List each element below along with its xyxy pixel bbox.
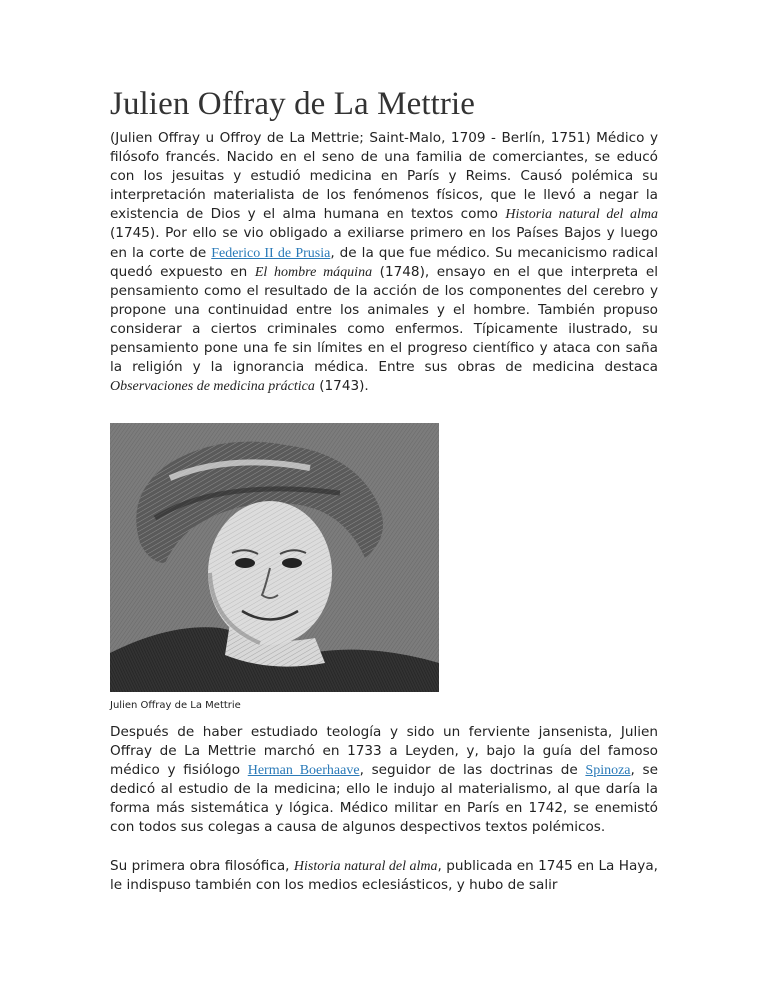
- page-title: Julien Offray de La Mettrie: [110, 86, 475, 122]
- work-title-hombre-maquina: El hombre máquina: [254, 264, 373, 280]
- para3-text-2: , publicada en 1745 en La Haya, le indispuso también con los medios eclesiásticos, y hubo de salir: [110, 858, 658, 894]
- intro-text-5: (1743).: [314, 378, 369, 395]
- para2-text-1: Después de haber estudiado teología y sido un ferviente jansenista, Julien Offray de La Mettrie marchó en 1733 a Leyden, y, bajo la guía del famoso médico y fisiólogo: [110, 724, 658, 779]
- para2-text-3: , se dedicó al estudio de la medicina; ello le indujo al materialismo, al que daría la forma más sistemática y lógica. Médico militar en París en 1742, se enemistó con todos sus colegas a causa de algunos despectivos textos polémicos.: [110, 762, 658, 836]
- para2-text-2: , seguidor de las doctrinas de: [359, 762, 586, 779]
- work-title-historia-natural-2: Historia natural del alma: [293, 859, 438, 874]
- work-title-historia-natural: Historia natural del alma: [505, 207, 658, 223]
- link-spinoza[interactable]: Spinoza: [585, 763, 631, 779]
- intro-text-3: , de la que fue médico. Su mecanicismo radical quedó expuesto en: [110, 244, 658, 280]
- portrait-engraving: [110, 423, 439, 692]
- body-paragraph-3: [110, 857, 658, 895]
- intro-text-1: (Julien Offray u Offroy de La Mettrie; Saint-Malo, 1709 - Berlín, 1751) Médico y filósofo francés. Nacido en el seno de una familia de comerciantes, se educó con los jesuitas y estudió medicina en París y Reims. Causó polémica su interpretación materialista de los fenómenos físicos, que le llevó a negar la existencia de Dios y el alma humana en textos como: [110, 130, 658, 223]
- work-title-observaciones: Observaciones de medicina práctica: [110, 379, 315, 395]
- body-paragraph-2: [110, 723, 658, 838]
- link-herman-boerhaave[interactable]: Herman Boerhaave: [247, 763, 360, 779]
- para3-text-1: Su primera obra filosófica,: [110, 858, 294, 874]
- intro-text-2: (1745). Por ello se vio obligado a exiliarse primero en los Países Bajos y luego en la corte de: [110, 225, 658, 261]
- link-federico-ii[interactable]: Federico II de Prusia: [211, 245, 331, 261]
- portrait-image: [110, 423, 439, 692]
- intro-paragraph: [110, 129, 658, 396]
- intro-text-4: (1748), ensayo en el que interpreta el pensamiento como el resultado de la acción de los componentes del cerebro y propone una continuidad entre los animales y el hombre. También propuso considerar a ciertos criminales como enfermos. Típicamente ilustrado, su pensamiento pone una fe sin límites en el progreso científico y ataca con saña la religión y la ignorancia médica. Entre sus obras de medicina destaca: [110, 263, 658, 376]
- portrait-caption: Julien Offray de La Mettrie: [110, 700, 241, 711]
